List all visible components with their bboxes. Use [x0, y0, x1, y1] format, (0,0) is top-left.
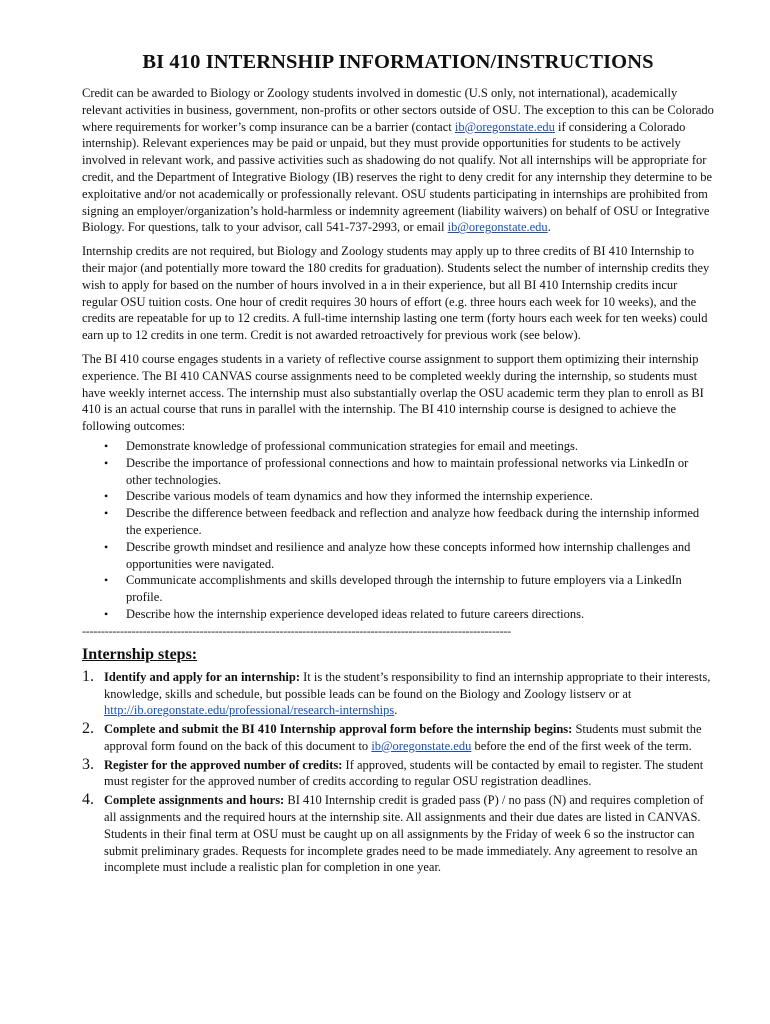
step-text-after: .: [394, 703, 398, 718]
email-link[interactable]: ib@oregonstate.edu: [447, 220, 548, 235]
outcome-text: Describe the importance of professional connections and how to maintain professional networks via LinkedIn or other technologies.: [126, 455, 689, 487]
intro-text-2: if considering a Colorado internship). Relevant experiences may be paid or unpaid, but they must provide opportunities for students to be actively involved in relevant work, and passive activities such as shadowing do not qualify. Not all internships will be appropriate for credit, and the Department of Integrative Biology (IB) reserves the right to deny credit for any internship they determine to be exploitative and/or not academically or professionally relevant. OSU students participating in internships are prohibited from signing an employer/organization’s hold-harmless or indemnity agreement (liability waivers) on behalf of OSU or Integrative Biology. For questions, talk to your advisor, call 541-737-2993, or email: [82, 119, 712, 235]
step-text: Students must submit the approval form found on the back of this document to: [104, 722, 702, 753]
outcome-text: Describe the difference between feedback and reflection and analyze how feedback during the internship informed the experience.: [126, 506, 700, 537]
outcome-text: Describe growth mindset and resilience and analyze how these concepts informed how internship challenges and opportunities were navigated.: [126, 539, 691, 571]
step-title: Register for the approved number of credits:: [104, 757, 343, 772]
step-text: It is the student’s responsibility to find an internship appropriate to their interests, knowledge, skills and schedule, but possible leads can be found on the Biology and Zoology listserv or at: [104, 669, 711, 701]
course-paragraph: The BI 410 course engages students in a variety of reflective course assignment to support them optimizing their internship experience. The BI 410 CANVAS course assignments need to be completed weekly during the internship, so students must have weekly internet access. The internship must also substantially overlap the OSU academic term they plan to enroll as BI 410 is an actual course that runs in parallel with the internship. The BI 410 internship course is designed to achieve the following outcomes:: [82, 351, 704, 434]
list-item: [104, 488, 714, 505]
bullet-icon: •: [104, 506, 109, 521]
steps-heading: Internship steps:: [82, 645, 198, 663]
step-title: Complete and submit the BI 410 Internship approval form before the internship begins:: [104, 722, 573, 737]
step-text-after: before the end of the first week of the term.: [471, 738, 692, 753]
section-divider: -----------------------------------------------------------------------------------------------------------------: [82, 624, 511, 638]
page-title: BI 410 INTERNSHIP INFORMATION/INSTRUCTIONS: [142, 51, 654, 73]
outcomes-list: [82, 438, 714, 623]
step-text: If approved, students will be contacted by email to register. The student must register for the approved number of credits according to regular OSU registration deadlines.: [104, 757, 704, 789]
step-number: 1.: [82, 667, 94, 685]
internships-link[interactable]: http://ib.oregonstate.edu/professional/research-internships: [104, 703, 395, 718]
list-item: [104, 455, 714, 489]
list-item: [104, 606, 714, 623]
step-item: [82, 669, 714, 719]
bullet-icon: •: [104, 455, 109, 470]
intro-text-3: .: [547, 220, 551, 235]
outcome-text: Communicate accomplishments and skills developed through the internship to future employers via a LinkedIn profile.: [126, 573, 682, 605]
step-title: Complete assignments and hours:: [104, 793, 285, 808]
intro-paragraph: [82, 85, 714, 236]
step-number: 4.: [82, 791, 94, 809]
list-item: [104, 539, 714, 573]
bullet-icon: •: [104, 573, 109, 588]
bullet-icon: •: [104, 489, 109, 504]
steps-list: [82, 669, 714, 877]
list-item: [104, 438, 714, 455]
bullet-icon: •: [104, 438, 109, 453]
step-title: Identify and apply for an internship:: [104, 669, 300, 684]
email-link[interactable]: ib@oregonstate.edu: [454, 119, 555, 134]
outcome-text: Describe how the internship experience developed ideas related to future careers directions.: [126, 606, 585, 621]
step-number: 3.: [82, 755, 94, 773]
document-page: [82, 50, 714, 878]
step-item: [82, 792, 714, 876]
list-item: [104, 572, 714, 606]
intro-text-1: Credit can be awarded to Biology or Zoology students involved in domestic (U.S only, not international), academically relevant activities in business, government, non-profits or other sectors outside of OSU. The exception to this can be Colorado where requirements for worker’s comp insurance can be a barrier (contact: [82, 86, 714, 134]
outcome-text: Describe various models of team dynamics and how they informed the internship experience.: [126, 489, 593, 504]
bullet-icon: •: [104, 539, 109, 554]
outcome-text: Demonstrate knowledge of professional communication strategies for email and meetings.: [126, 438, 578, 453]
step-item: [82, 757, 714, 791]
bullet-icon: •: [104, 606, 109, 621]
credits-paragraph: Internship credits are not required, but Biology and Zoology students may apply up to three credits of BI 410 Internship to their major (and potentially more toward the 180 credits for graduation). Students select the number of internship credits they wish to apply for based on the number of hours involved in a in their experience, but all BI 410 Internship credits incur regular OSU tuition costs. One hour of credit requires 30 hours of effort (e.g. three hours each week for 10 weeks), and the credits are repeatable for up to 12 credits. A full-time internship lasting one term (forty hours each week for ten weeks) could earn up to 12 credits in one term. Credit is not awarded retroactively for previous work (see below).: [82, 244, 710, 343]
email-link[interactable]: ib@oregonstate.edu: [371, 738, 472, 753]
step-item: [82, 721, 714, 755]
list-item: [104, 505, 714, 539]
step-number: 2.: [82, 720, 94, 738]
step-text: BI 410 Internship credit is graded pass (P) / no pass (N) and requires completion of all assignments and the required hours at the internship site. All assignments and their due dates are listed in CANVAS. Students in their final term at OSU must be caught up on all assignments by the Friday of week 6 so the instructor can submit preliminary grades. Requests for incomplete grades need to be made immediately. Any agreement to resolve an incomplete must include a realistic plan for completion in one year.: [104, 793, 704, 875]
